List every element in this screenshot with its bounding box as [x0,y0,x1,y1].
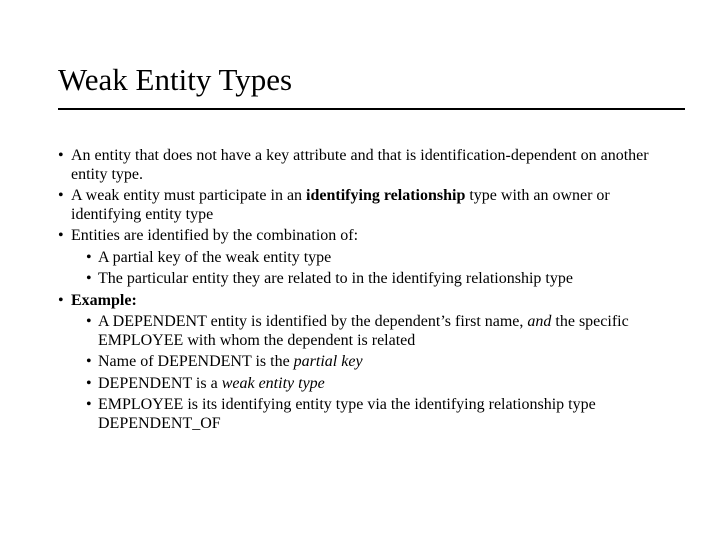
bullet-text: EMPLOYEE is its identifying entity type via the identifying relationship type DEPENDENT_OF [98,396,596,432]
bullet-icon: • [58,227,64,244]
bullet-icon: • [86,270,92,287]
bullet-icon: • [58,187,64,204]
bullet-text: A weak entity must participate in an [71,187,307,204]
sub-bullet-item [58,313,668,350]
italic-term: and [527,313,552,330]
bullet-text: A partial key of the weak entity type [98,248,332,266]
bullet-icon: • [58,291,64,309]
sub-bullet-item [58,375,668,394]
bullet-icon: • [86,353,92,370]
slide-title: Weak Entity Types [58,62,293,97]
italic-term: weak entity type [221,374,325,392]
sub-bullet-item [58,249,668,268]
italic-term: partial key [293,353,363,370]
bullet-text: An entity that does not have a key attribute and that is identification-dependent on another entity type. [71,147,649,183]
bold-term: identifying relationship [306,187,466,204]
bullet-icon: • [86,313,92,330]
bullet-icon: • [58,147,64,164]
bullet-text: A DEPENDENT entity is identified by the dependent’s first name, [98,313,528,330]
bullet-text: Name of DEPENDENT is the [98,353,294,370]
bullet-icon: • [86,374,92,392]
bullet-item [58,187,668,224]
bold-term: Example: [71,291,137,309]
sub-bullet-item [58,353,668,372]
bullet-text: DEPENDENT is a [98,374,222,392]
title-divider [58,108,685,110]
bullet-list [58,147,668,436]
bullet-item [58,147,668,184]
bullet-item [58,227,668,246]
bullet-icon: • [86,248,92,266]
sub-bullet-item [58,270,668,289]
bullet-text: type with an owner or identifying entity type [71,187,610,223]
bullet-text: The particular entity they are related to in the identifying relationship type [98,270,573,287]
bullet-text: the specific EMPLOYEE with whom the dependent is related [98,313,629,349]
bullet-text: Entities are identified by the combination of: [71,227,359,244]
bullet-item [58,292,668,311]
sub-bullet-item [58,396,668,433]
bullet-icon: • [86,396,92,413]
